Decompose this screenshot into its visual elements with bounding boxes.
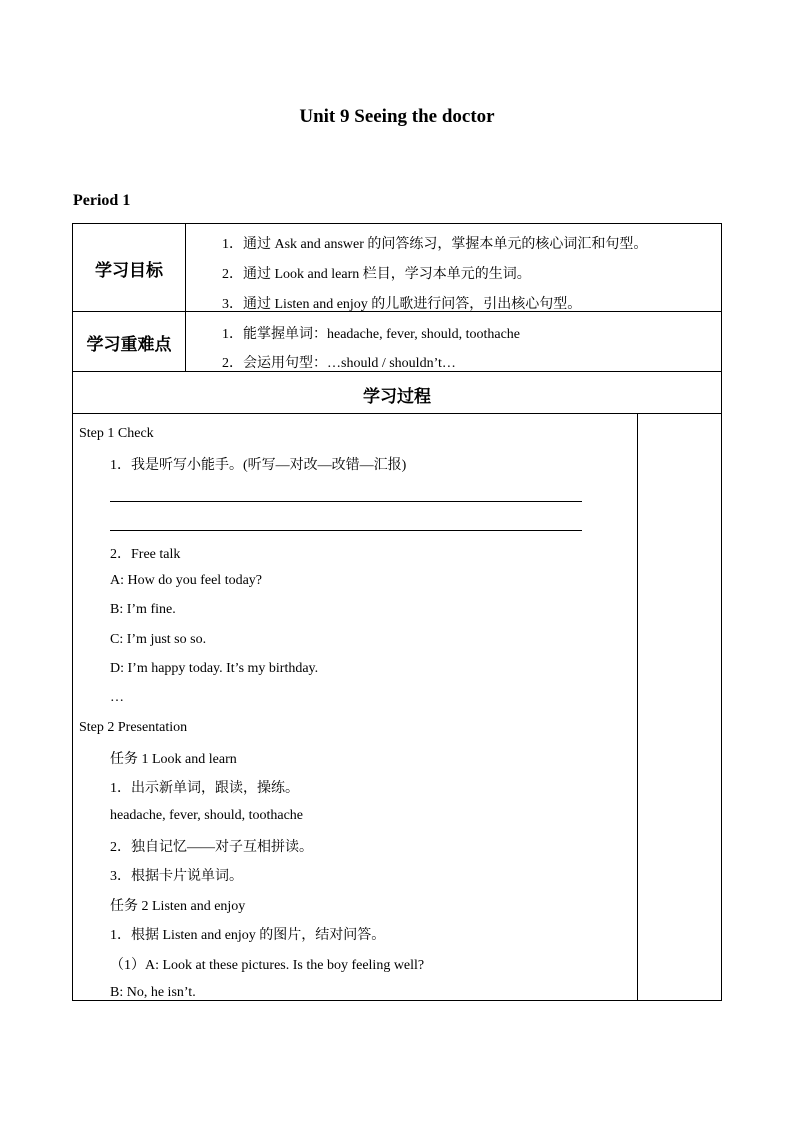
dialogue-line: B: No, he isn’t. bbox=[110, 985, 196, 1000]
document-title: Unit 9 Seeing the doctor bbox=[299, 106, 495, 127]
key-point-item: 2．会运用句型：…should / shouldn’t… bbox=[222, 356, 456, 371]
vocabulary-line: headache, fever, should, toothache bbox=[110, 808, 304, 823]
step-heading: Step 2 Presentation bbox=[79, 720, 188, 735]
process-heading: 学习过程 bbox=[363, 387, 431, 407]
column-divider bbox=[185, 223, 186, 372]
step-heading: Step 1 Check bbox=[79, 426, 154, 441]
task-heading: 任务 2 Listen and enjoy bbox=[110, 899, 246, 914]
process-line: 1．我是听写小能手。(听写—对改—改错—汇报) bbox=[110, 458, 407, 473]
dialogue-line: C: I’m just so so. bbox=[110, 632, 207, 647]
process-line: 2．Free talk bbox=[110, 547, 181, 562]
objective-item: 1．通过 Ask and answer 的问答练习，掌握本单元的核心词汇和句型。 bbox=[222, 237, 648, 252]
objective-item: 2．通过 Look and learn 栏目，学习本单元的生词。 bbox=[222, 267, 531, 282]
dialogue-line: B: I’m fine. bbox=[110, 602, 176, 617]
key-points-label: 学习重难点 bbox=[86, 335, 172, 355]
process-line: 1．出示新单词，跟读，操练。 bbox=[110, 781, 299, 796]
row-divider bbox=[72, 413, 722, 414]
objectives-label: 学习目标 bbox=[95, 261, 163, 281]
dictation-blank-line[interactable] bbox=[110, 501, 582, 502]
ellipsis: … bbox=[110, 690, 124, 705]
process-line: 3．根据卡片说单词。 bbox=[110, 869, 243, 884]
dialogue-line: A: How do you feel today? bbox=[110, 573, 263, 588]
process-line: 1．根据 Listen and enjoy 的图片，结对问答。 bbox=[110, 928, 386, 943]
key-point-item: 1．能掌握单词：headache, fever, should, toothache bbox=[222, 327, 521, 342]
process-line: 2．独自记忆——对子互相拼读。 bbox=[110, 840, 313, 855]
dialogue-line: （1）A: Look at these pictures. Is the boy feeling well? bbox=[110, 958, 425, 973]
period-heading: Period 1 bbox=[73, 192, 131, 209]
dictation-blank-line[interactable] bbox=[110, 530, 582, 531]
dialogue-line: D: I’m happy today. It’s my birthday. bbox=[110, 661, 319, 676]
column-divider bbox=[637, 413, 638, 1001]
objective-item: 3．通过 Listen and enjoy 的儿歌进行问答，引出核心句型。 bbox=[222, 297, 582, 312]
task-heading: 任务 1 Look and learn bbox=[110, 752, 237, 767]
